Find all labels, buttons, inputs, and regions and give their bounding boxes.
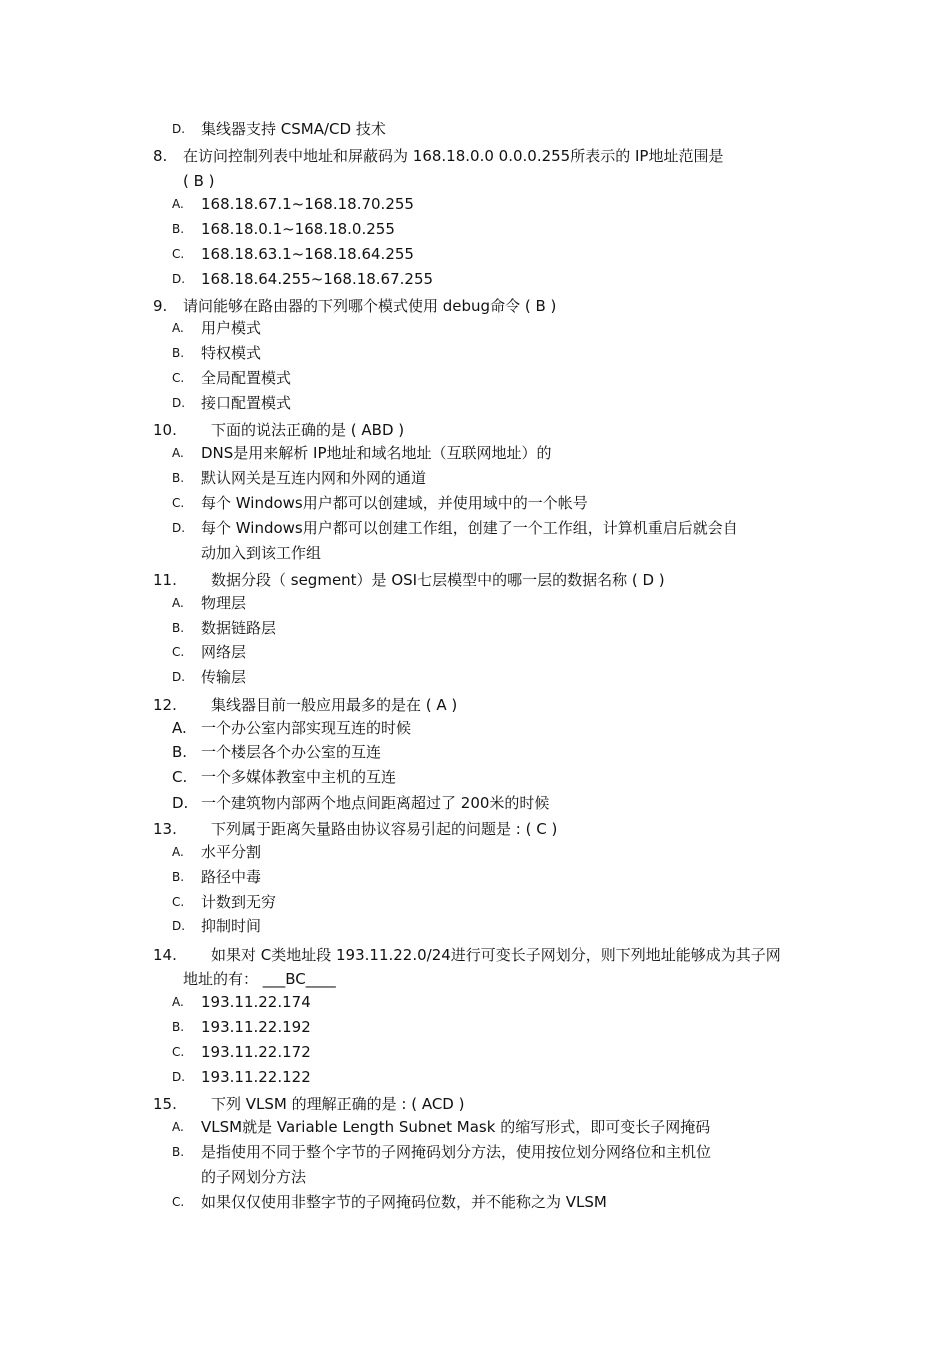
- question-number: 9.: [153, 297, 168, 315]
- option-letter: A.: [172, 845, 184, 859]
- option-text: 168.18.64.255~168.18.67.255: [201, 270, 434, 288]
- option-letter: B.: [172, 1145, 185, 1159]
- option-text: 水平分割: [201, 843, 262, 861]
- option-letter: A.: [172, 1120, 184, 1134]
- question-number: 14.: [153, 946, 177, 964]
- option-letter: B.: [172, 346, 185, 360]
- option-letter: A.: [172, 321, 184, 335]
- option-letter: C.: [172, 1045, 185, 1059]
- option-letter: B.: [172, 870, 185, 884]
- option-text: 193.11.22.192: [201, 1018, 311, 1036]
- option-text: 168.18.67.1~168.18.70.255: [201, 195, 414, 213]
- option-text: 全局配置模式: [201, 369, 292, 387]
- option-text: 路径中毒: [201, 868, 262, 886]
- question-number: 11.: [153, 571, 177, 589]
- option-letter: B.: [172, 471, 185, 485]
- option-letter: D.: [172, 670, 186, 684]
- option-letter: C.: [172, 371, 185, 385]
- option-letter: B.: [172, 1020, 185, 1034]
- option-text: 的子网划分方法: [201, 1168, 307, 1186]
- option-text: 传输层: [201, 668, 247, 686]
- question-text: 在访问控制列表中地址和屏蔽码为 168.18.0.0 0.0.0.255所表示的 IP地址范围是: [183, 147, 724, 165]
- question-number: 8.: [153, 147, 168, 165]
- option-letter: C.: [172, 645, 185, 659]
- option-text: 是指使用不同于整个字节的子网掩码划分方法，使用按位划分网络位和主机位: [201, 1143, 712, 1161]
- option-text: 一个多媒体教室中主机的互连: [201, 768, 397, 786]
- question-number: 15.: [153, 1095, 177, 1113]
- option-text: 用户模式: [201, 319, 262, 337]
- question-text: 下列 VLSM 的理解正确的是 : ( ACD ): [211, 1095, 465, 1113]
- option-letter: A.: [172, 596, 184, 610]
- option-letter: D.: [172, 521, 186, 535]
- option-text: 193.11.22.122: [201, 1068, 311, 1086]
- option-text: 数据链路层: [201, 619, 277, 637]
- question-text: 下面的说法正确的是 ( ABD ): [211, 421, 405, 439]
- question-text: 如果对 C类地址段 193.11.22.0/24进行可变长子网划分，则下列地址能够成为其子网: [211, 946, 781, 964]
- option-text: 一个楼层各个办公室的互连: [201, 743, 382, 761]
- option-text: 计数到无穷: [201, 893, 277, 911]
- option-letter: D.: [172, 919, 186, 933]
- option-letter: D.: [172, 272, 186, 286]
- option-text: 一个建筑物内部两个地点间距离超过了 200米的时候: [201, 794, 550, 812]
- question-text: 数据分段（ segment）是 OSI七层模型中的哪一层的数据名称 ( D ): [211, 571, 665, 589]
- option-text: 一个办公室内部实现互连的时候: [201, 719, 412, 737]
- option-text: 193.11.22.174: [201, 993, 311, 1011]
- option-text: 网络层: [201, 643, 247, 661]
- option-letter: D.: [172, 122, 186, 136]
- option-letter: C.: [172, 247, 185, 261]
- option-letter: D.: [172, 1070, 186, 1084]
- option-text: 如果仅仅使用非整字节的子网掩码位数，并不能称之为 VLSM: [201, 1193, 607, 1211]
- option-letter: B.: [172, 621, 185, 635]
- question-answer: ( B ): [183, 172, 215, 190]
- option-letter: B.: [172, 743, 188, 761]
- option-text: 集线器支持 CSMA/CD 技术: [201, 120, 386, 138]
- question-number: 10.: [153, 421, 177, 439]
- question-text: 请问能够在路由器的下列哪个模式使用 debug命令 ( B ): [183, 297, 557, 315]
- option-text: 168.18.63.1~168.18.64.255: [201, 245, 414, 263]
- question-number: 12.: [153, 696, 177, 714]
- option-text: 动加入到该工作组: [201, 544, 322, 562]
- option-letter: B.: [172, 222, 185, 236]
- option-text: 每个 Windows用户都可以创建域，并使用域中的一个帐号: [201, 494, 588, 512]
- option-letter: D.: [172, 794, 189, 812]
- option-letter: D.: [172, 396, 186, 410]
- question-text: 集线器目前一般应用最多的是在 ( A ): [211, 696, 458, 714]
- option-text: 每个 Windows用户都可以创建工作组，创建了一个工作组，计算机重启后就会自: [201, 519, 738, 537]
- option-text: 抑制时间: [201, 917, 262, 935]
- option-text: 特权模式: [201, 344, 262, 362]
- option-letter: A.: [172, 719, 187, 737]
- option-text: 接口配置模式: [201, 394, 292, 412]
- option-text: VLSM就是 Variable Length Subnet Mask 的缩写形式，即可变长子网掩码: [201, 1118, 711, 1136]
- question-number: 13.: [153, 820, 177, 838]
- question-answer: 地址的有： ___BC____: [183, 970, 336, 988]
- option-letter: A.: [172, 197, 184, 211]
- option-letter: A.: [172, 995, 184, 1009]
- option-letter: C.: [172, 496, 185, 510]
- option-letter: A.: [172, 446, 184, 460]
- option-text: 物理层: [201, 594, 247, 612]
- option-text: DNS是用来解析 IP地址和域名地址（互联网地址）的: [201, 444, 552, 462]
- option-letter: C.: [172, 768, 188, 786]
- option-letter: C.: [172, 1195, 185, 1209]
- option-text: 168.18.0.1~168.18.0.255: [201, 220, 395, 238]
- option-letter: C.: [172, 895, 185, 909]
- option-text: 193.11.22.172: [201, 1043, 311, 1061]
- question-text: 下列属于距离矢量路由协议容易引起的问题是 : ( C ): [211, 820, 558, 838]
- option-text: 默认网关是互连内网和外网的通道: [201, 469, 427, 487]
